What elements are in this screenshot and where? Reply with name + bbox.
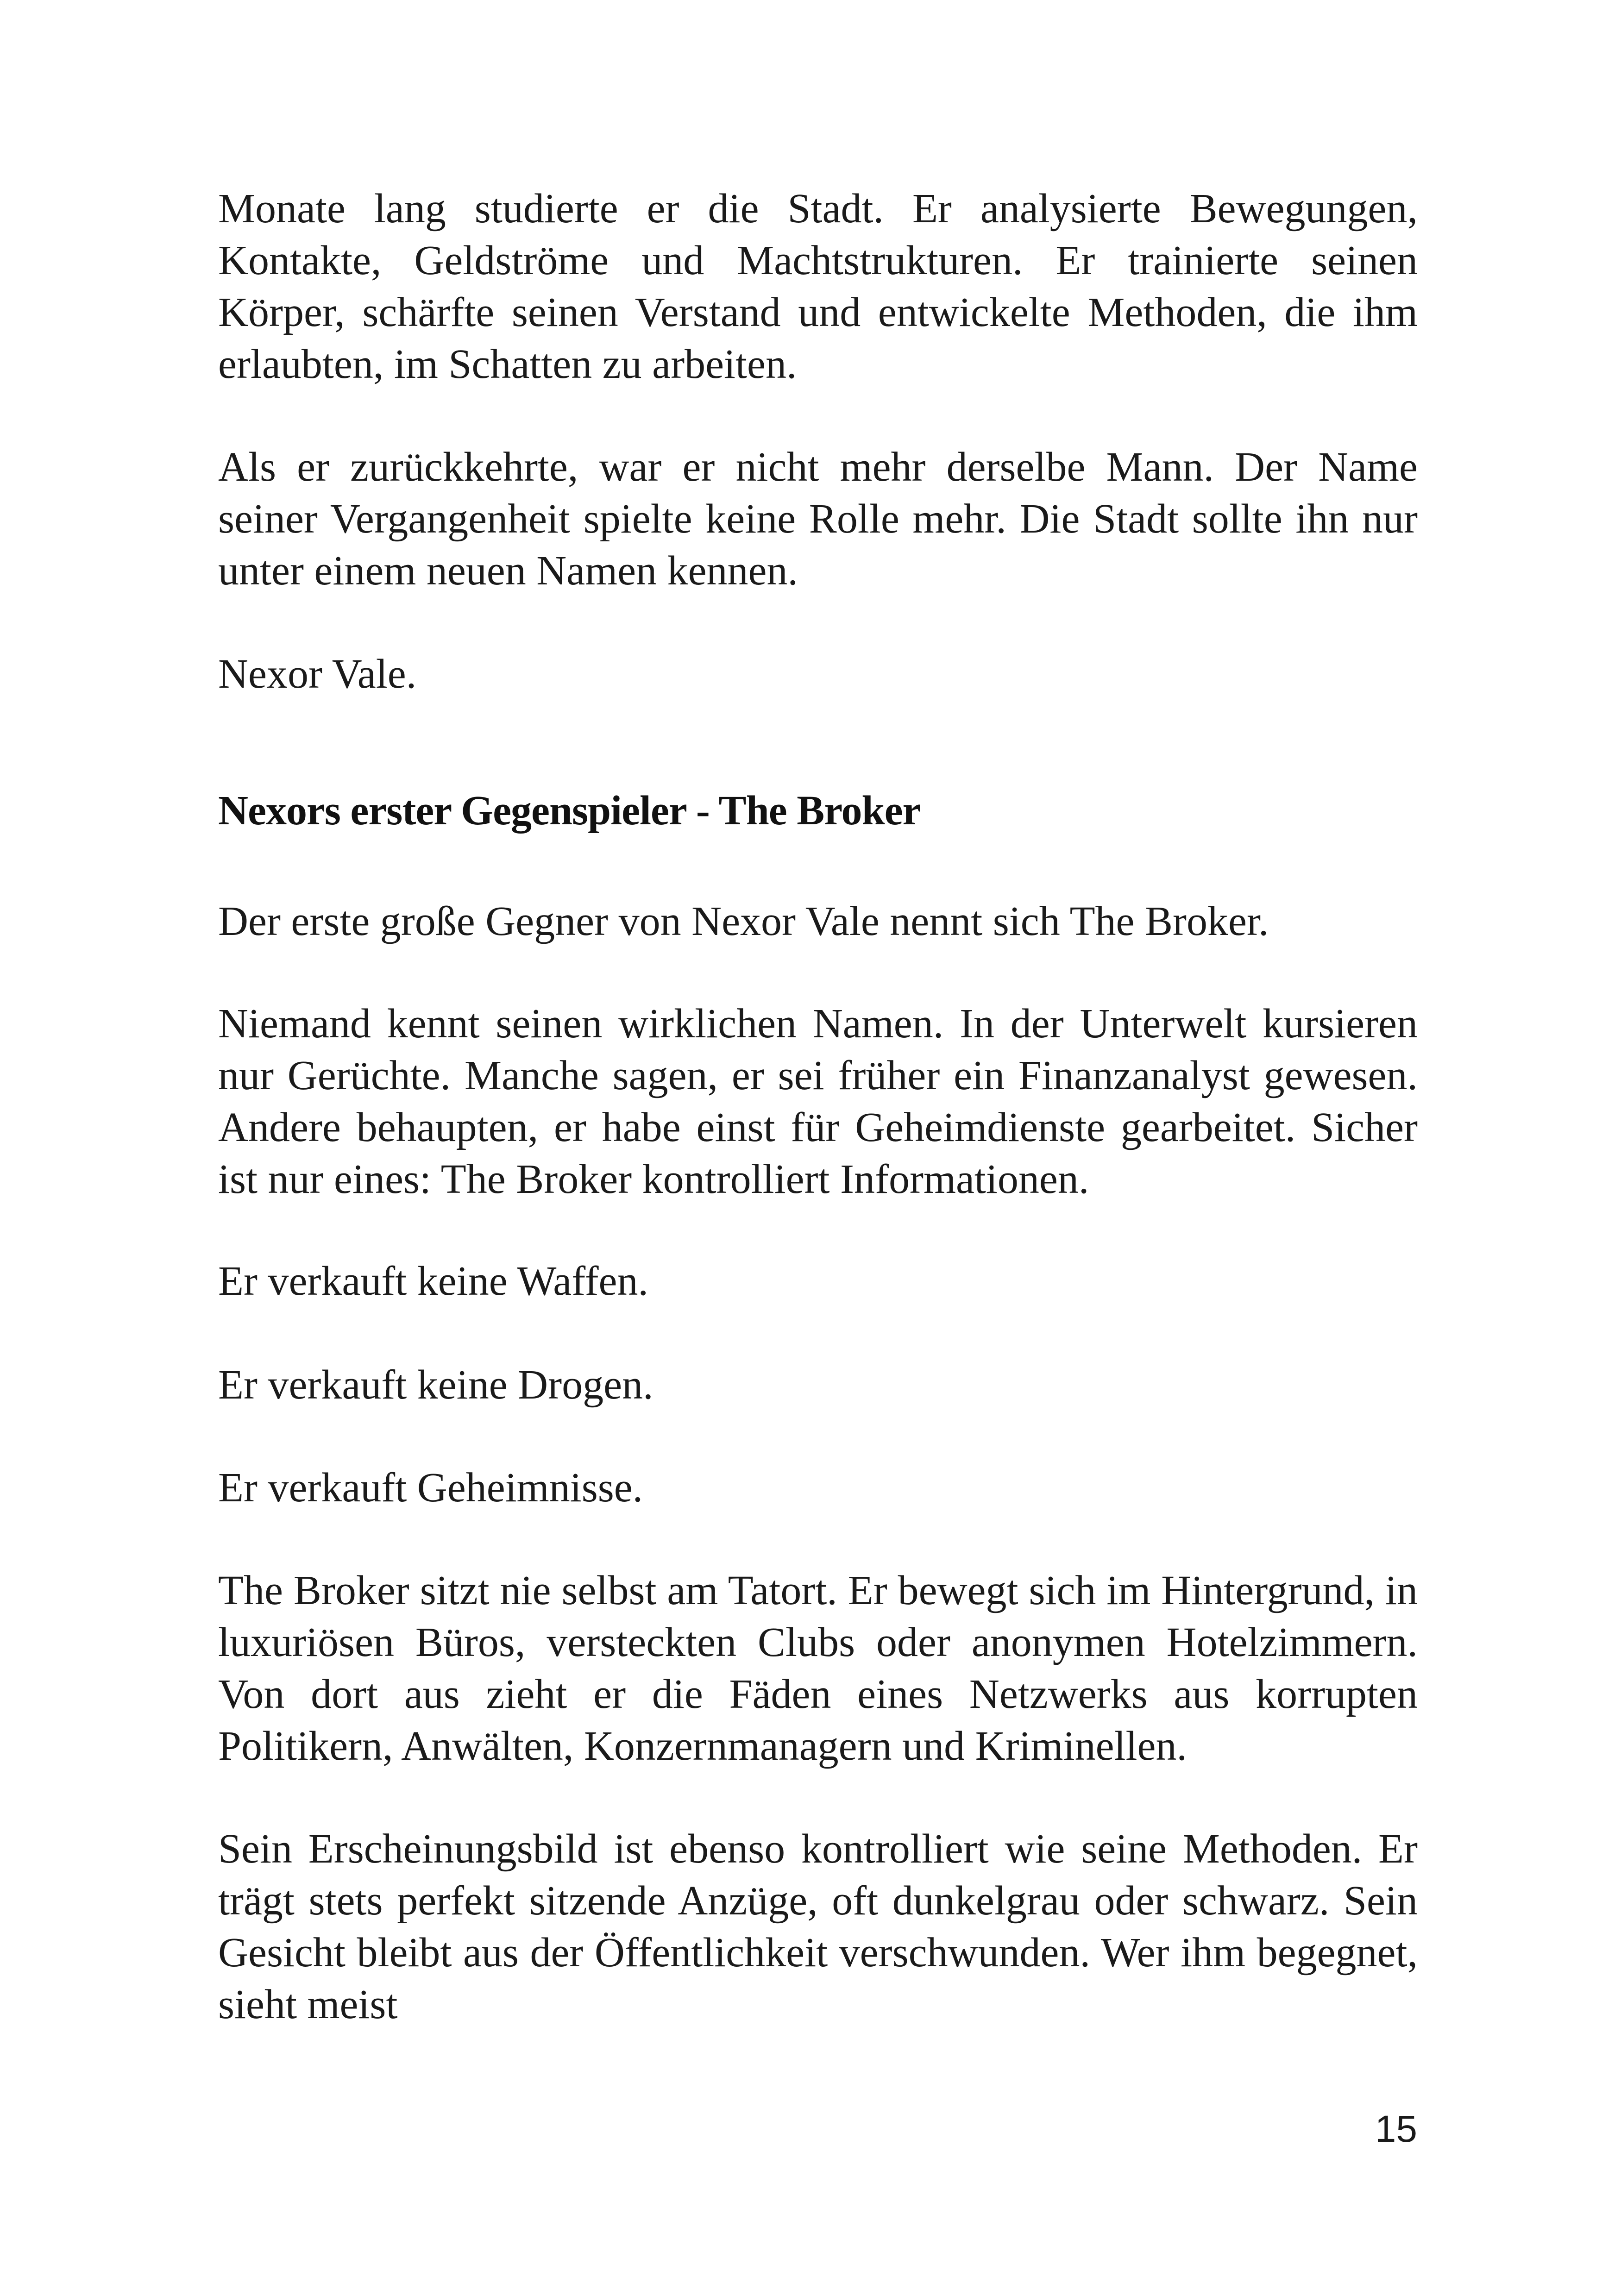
paragraph-no-drugs: Er verkauft keine Drogen.	[218, 1362, 653, 1408]
paragraph-name: Nexor Vale.	[218, 651, 417, 697]
paragraph-broker-rumors: Niemand kennt seinen wirklichen Namen. In der Unterwelt kursieren nur Gerüchte. Manche sagen, er sei früher ein Finanzanalyst gewesen. Andere behaupten, er habe einst für Geheimdienste gearbeitet. Sicher ist nur eines: The Broker kontrolliert Informationen.	[218, 1001, 1418, 1202]
paragraph-broker-intro: Der erste große Gegner von Nexor Vale nennt sich The Broker.	[218, 898, 1269, 944]
paragraph-return: Als er zurückkehrte, war er nicht mehr derselbe Mann. Der Name seiner Vergangenheit spielte keine Rolle mehr. Die Stadt sollte ihn nur unter einem neuen Namen kennen.	[218, 444, 1418, 594]
section-heading: Nexors erster Gegenspieler - The Broker	[218, 788, 921, 834]
paragraph-city-study: Monate lang studierte er die Stadt. Er analysierte Bewegungen, Kontakte, Geldströme und Machtstrukturen. Er trainierte seinen Körper, schärfte seinen Verstand und entwickelte Methoden, die ihm erlaubten, im Schatten zu arbeiten.	[218, 186, 1418, 387]
paragraph-broker-network: The Broker sitzt nie selbst am Tatort. Er bewegt sich im Hintergrund, in luxuriösen Büros, versteckten Clubs oder anonymen Hotelzimmern. Von dort aus zieht er die Fäden eines Netzwerks aus korrupten Politikern, Anwälten, Konzernmanagern und Kriminellen.	[218, 1568, 1418, 1769]
paragraph-no-weapons: Er verkauft keine Waffen.	[218, 1258, 649, 1304]
paragraph-secrets: Er verkauft Geheimnisse.	[218, 1465, 643, 1511]
paragraph-broker-appearance: Sein Erscheinungsbild ist ebenso kontrolliert wie seine Methoden. Er trägt stets perfekt sitzende Anzüge, oft dunkelgrau oder schwarz. Sein Gesicht bleibt aus der Öffentlichkeit verschwunden. Wer ihm begegnet, sieht meist	[218, 1826, 1418, 2027]
page-number: 15	[1375, 2108, 1417, 2150]
